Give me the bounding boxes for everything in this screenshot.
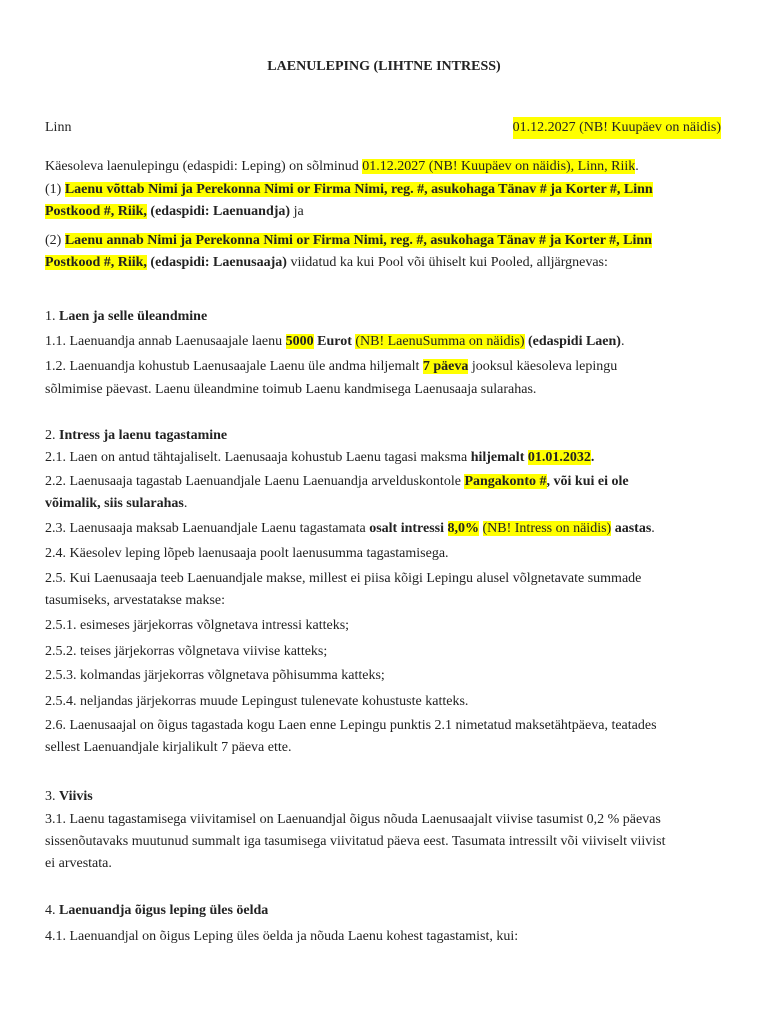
clause-1-2-line1: 1.2. Laenuandja kohustub Laenusaajale Laenu üle andma hiljemalt 7 päeva jooksul käesoleva lepingu [45, 359, 618, 374]
clause-2-5-3: 2.5.3. kolmandas järjekorras võlgnetava põhisumma katteks; [45, 668, 385, 683]
clause-2-5-2: 2.5.2. teises järjekorras võlgnetava viivise katteks; [45, 644, 328, 659]
clause-2-3: 2.3. Laenusaaja maksab Laenuandjale Laenu tagastamata osalt intressi 8,0% (NB! Intress on näidis) aastas. [45, 521, 655, 536]
place-date: 01.12.2027 (NB! Kuupäev on näidis) [513, 117, 721, 139]
section-2-heading: 2. Intress ja laenu tagastamine [45, 428, 228, 443]
intro-date: 01.12.2027 (NB! Kuupäev on näidis), Linn, Riik [362, 159, 636, 174]
clause-3-1-line1: 3.1. Laenu tagastamisega viivitamisel on Laenuandjal õigus nõuda Laenusaajalt viivise tasumist 0,2 % päevas [45, 812, 661, 827]
clause-2-5-line2: tasumiseks, arvestatakse makse: [45, 593, 226, 608]
section-3-heading: 3. Viivis [45, 789, 93, 804]
clause-2-2-line1: 2.2. Laenusaaja tagastab Laenuandjale Laenu Laenuandja arvelduskontole Pangakonto #, või kui ei ole [45, 474, 629, 489]
clause-1-2-line2: sõlmimise päevast. Laenu üleandmine toimub Laenu kandmisega Laenusaaja sularahas. [45, 382, 537, 397]
clause-2-5-4: 2.5.4. neljandas järjekorras muude Lepingust tulenevate kohustuste katteks. [45, 694, 469, 709]
clause-3-1-line2: sissenõutavaks muutunud summalt iga tasumisega viivitatud päeva eest. Tasumata intressilt või viiviselt viivist [45, 834, 666, 849]
party2-line2: Postkood #, Riik, (edaspidi: Laenusaaja) viidatud ka kui Pool või ühiselt kui Pooled, alljärgnevas: [45, 255, 608, 270]
clause-2-6-line1: 2.6. Laenusaajal on õigus tagastada kogu Laen enne Lepingu punktis 2.1 nimetatud maksetähtpäeva, teatades [45, 718, 657, 733]
clause-3-1-line3: ei arvestata. [45, 856, 112, 871]
intro-paragraph: Käesoleva laenulepingu (edaspidi: Leping) on sõlminud 01.12.2027 (NB! Kuupäev on näidis), Linn, Riik. [45, 159, 639, 174]
clause-2-2-line2: võimalik, siis sularahas. [45, 496, 188, 511]
party1-line1: (1) Laenu võttab Nimi ja Perekonna Nimi or Firma Nimi, reg. #, asukohaga Tänav # ja Korter #, Linn [45, 182, 653, 197]
party2-line1: (2) Laenu annab Nimi ja Perekonna Nimi or Firma Nimi, reg. #, asukohaga Tänav # ja Korter #, Linn [45, 233, 652, 248]
clause-2-5-line1: 2.5. Kui Laenusaaja teeb Laenuandjale makse, millest ei piisa kõigi Lepingu alusel võlgnetavate summade [45, 571, 642, 586]
clause-2-1: 2.1. Laen on antud tähtajaliselt. Laenusaaja kohustub Laenu tagasi maksma hiljemalt 01.01.2032. [45, 450, 595, 465]
place: Linn [45, 120, 72, 135]
clause-2-4: 2.4. Käesolev leping lõpeb laenusaaja poolt laenusumma tagastamisega. [45, 546, 449, 561]
clause-4-1: 4.1. Laenuandjal on õigus Leping üles öelda ja nõuda Laenu kohest tagastamist, kui: [45, 929, 519, 944]
clause-2-6-line2: sellest Laenuandjale kirjalikult 7 päeva ette. [45, 740, 292, 755]
section-1-heading: 1. Laen ja selle üleandmine [45, 309, 208, 324]
clause-1-1: 1.1. Laenuandja annab Laenusaajale laenu 5000 Eurot (NB! LaenuSumma on näidis) (edaspidi Laen). [45, 334, 625, 349]
party1-line2: Postkood #, Riik, (edaspidi: Laenuandja) ja [45, 204, 304, 219]
document-title: LAENULEPING (LIHTNE INTRESS) [267, 59, 501, 74]
section-4-heading: 4. Laenuandja õigus leping üles öelda [45, 903, 269, 918]
clause-2-5-1: 2.5.1. esimeses järjekorras võlgnetava intressi katteks; [45, 618, 350, 633]
